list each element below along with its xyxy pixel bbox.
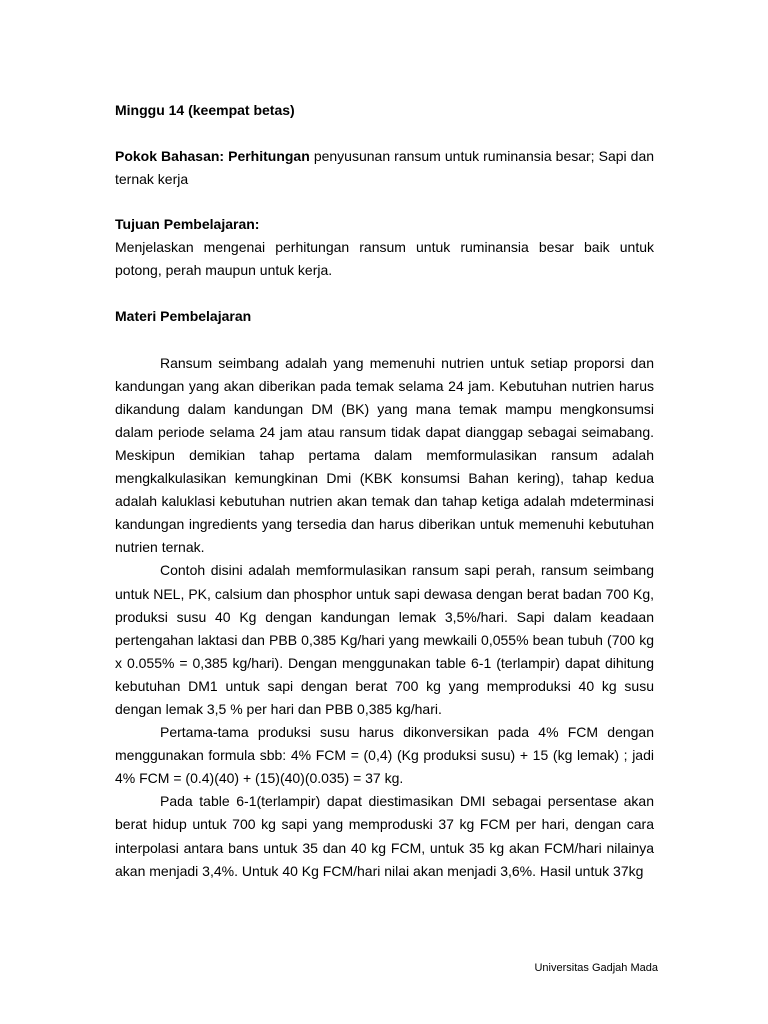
objective-text: Menjelaskan mengenai perhitungan ransum untuk ruminansia besar baik untuk potong, perah maupun untuk kerja. [115, 239, 654, 278]
page-footer: Universitas Gadjah Mada [534, 962, 658, 974]
topic-text: penyusunan ransum untuk ruminansia besar; Sapi dan ternak kerja [115, 147, 655, 187]
spacer [115, 190, 654, 213]
material-paragraph-2: Contoh disini adalah memformulasikan ransum sapi perah, ransum seimbang untuk NEL, PK, calsium dan phosphor untuk sapi dewasa dengan berat badan 700 Kg, produksi susu 40 Kg dengan kandungan lemak 3,5%/hari. Sapi dalam keadaan pertengahan laktasi dan PBB 0,385 Kg/hari yang mewkaili 0,055% bean tubuh (700 kg x 0.055% = 0,385 kg/hari). Dengan menggunakan table 6-1 (terlampir) dapat dihitung kebutuhan DM1 untuk sapi dengan berat 700 kg yang memproduksi 40 kg susu dengan lemak 3,5 % per hari dan PBB 0,385 kg/hari. [115, 562, 654, 717]
document-title: Minggu 14 (keempat betas) [115, 102, 295, 118]
spacer [115, 122, 654, 145]
topic-label: Pokok Bahasan: Perhitungan [115, 147, 310, 164]
material-paragraph-3: Pertama-tama produksi susu harus dikonversikan pada 4% FCM dengan menggunakan formula sbb: 4% FCM = (0,4) (Kg produksi susu) + 15 (kg lemak) ; jadi 4% FCM = (0.4)(40) + (15)(40)(0.035) = 37 kg. [115, 724, 654, 787]
material-heading: Materi Pembelajaran [115, 307, 252, 324]
material-paragraph-1: Ransum seimbang adalah yang memenuhi nutrien untuk setiap proporsi dan kandungan yang akan diberikan pada temak selama 24 jam. Kebutuhan nutrien harus dikandung dalam kandungan DM (BK) yang mana temak mampu mengkonsumsi dalam periode selama 24 jam atau ransum tidak dapat dianggap sebagai seimabang. Meskipun demikian tahap pertama dalam memformulasikan ransum adalah mengkalkulasikan kemungkinan Dmi (KBK konsumsi Bahan kering), tahap kedua adalah kaluklasi kebutuhan nutrien akan temak dan tahap ketiga adalah mdeterminasi kandungan ingredients yang tersedia dan harus diberikan untuk memenuhi kebutuhan nutrien ternak. [115, 354, 654, 556]
spacer [115, 328, 654, 352]
document-page [115, 99, 654, 883]
spacer [115, 282, 654, 305]
objective-heading: Tujuan Pembelajaran: [115, 216, 260, 233]
material-paragraph-4: Pada table 6-1(terlampir) dapat diestimasikan DMI sebagai persentase akan berat hidup untuk 700 kg sapi yang memproduski 37 kg FCM per hari, dengan cara interpolasi antara bans untuk 35 dan 40 kg FCM, untuk 35 kg akan FCM/hari nilainya akan menjadi 3,4%. Untuk 40 Kg FCM/hari nilai akan menjadi 3,6%. Hasil untuk 37kg [115, 793, 654, 879]
topic-paragraph [115, 145, 654, 191]
